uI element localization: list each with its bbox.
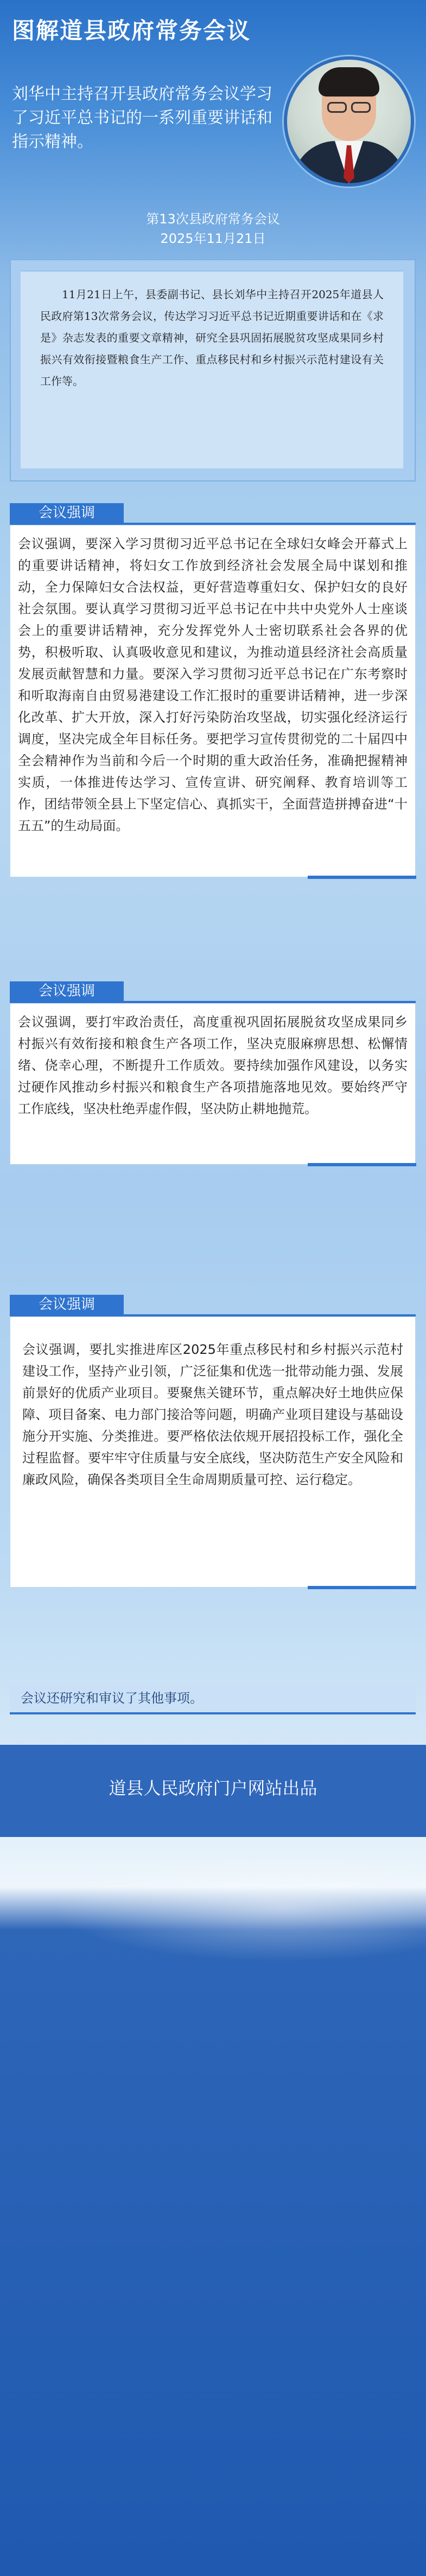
- section-text: 会议强调，要打牢政治责任，高度重视巩固拓展脱贫攻坚成果同乡村振兴有效衔接和粮食生产各项工作，坚决克服麻痹思想、松懈情绪、侥幸心理，不断提升工作质效。要持续加强作风建设，以务实过硬作风推动乡村振兴和粮食生产各项措施落地见效。要始终严守工作底线，坚决杜绝弄虚作假，坚决防止耕地抛荒。: [18, 1014, 408, 1116]
- portrait-glasses: [325, 102, 373, 114]
- section-tag: 会议强调: [10, 981, 124, 1001]
- section-card: [10, 1003, 416, 1165]
- section-text: 会议强调，要扎实推进库区2025年重点移民村和乡村振兴示范村建设工作，坚持产业引领，广泛征集和优选一批带动能力强、发展前景好的优质产业项目。要聚焦关键环节，重点解决好土地供应保障、项目备案、电力部门接洽等问题，明确产业项目建设与基础设施分开实施、分类推进。要严格依法依规开展招投标工作，强化全过程监督。要牢牢守住质量与安全底线，坚决防范生产安全风险和廉政风险，确保各类项目全生命周期质量可控、运行稳定。: [22, 1342, 403, 1487]
- section-3: [10, 1295, 416, 1598]
- intro-box: [10, 259, 416, 481]
- closing-text: 会议还研究和审议了其他事项。: [21, 1691, 203, 1706]
- section-tag: 会议强调: [10, 503, 124, 523]
- section-tag: 会议强调: [10, 1295, 124, 1314]
- intro-text: 11月21日上午，县委副书记、县长刘华中主持召开2025年道县人民政府第13次常务会议，传达学习习近平总书记近期重要讲话和在《求是》杂志发表的重要文章精神，研究全县巩固拓展脱贫攻坚成果同乡村振兴有效衔接暨粮食生产工作、重点移民村和乡村振兴示范村建设有关工作等。: [40, 288, 384, 388]
- lead-text: 刘华中主持召开县政府常务会议学习了习近平总书记的一系列重要讲话和指示精神。: [12, 85, 272, 151]
- footer: [0, 1745, 426, 1837]
- section-card: [10, 525, 416, 877]
- section-1: [10, 503, 416, 894]
- portrait-hair: [319, 67, 379, 97]
- intro-panel: [21, 270, 403, 468]
- section-2: [10, 981, 416, 1252]
- meeting-date: 2025年11月21日: [160, 231, 266, 246]
- official-portrait: [284, 56, 414, 187]
- meeting-name: 第13次县政府常务会议: [146, 211, 280, 227]
- closing-divider: [10, 1712, 416, 1714]
- section-text: 会议强调，要深入学习贯彻习近平总书记在全球妇女峰会开幕式上的重要讲话精神，将妇女工作放到经济社会发展全局中谋划和推动，全力保障妇女合法权益，更好营造尊重妇女、保护妇女的良好社会氛围。要认真学习贯彻习近平总书记在中共中央党外人士座谈会上的重要讲话精神，充分发挥党外人士密切联系社会各界的优势，积极听取、认真吸收意见和建议，为推动道县经济社会高质量发展贡献智慧和力量。要深入学习贯彻习近平总书记在广东考察时和听取海南自由贸易港建设工作汇报时的重要讲话精神，进一步深化改革、扩大开放，深入打好污染防治攻坚战，切实强化经济运行调度，坚决完成全年目标任务。要把学习宣传贯彻党的二十届四中全会精神作为当前和今后一个时期的重大政治任务，准确把握精神实质，一体推进传达学习、宣传宣讲、研究阐释、教育培训等工作，团结带领全县上下坚定信心、真抓实干，全面营造拼搏奋进“十五五”的生动局面。: [18, 536, 408, 833]
- meeting-info: [0, 209, 426, 248]
- section-card: [10, 1316, 416, 1588]
- footer-credit: 道县人民政府门户网站出品: [109, 1778, 317, 1798]
- header: [0, 0, 426, 56]
- closing-bar: [10, 1685, 416, 1711]
- page-title: 图解道县政府常务会议: [12, 17, 251, 44]
